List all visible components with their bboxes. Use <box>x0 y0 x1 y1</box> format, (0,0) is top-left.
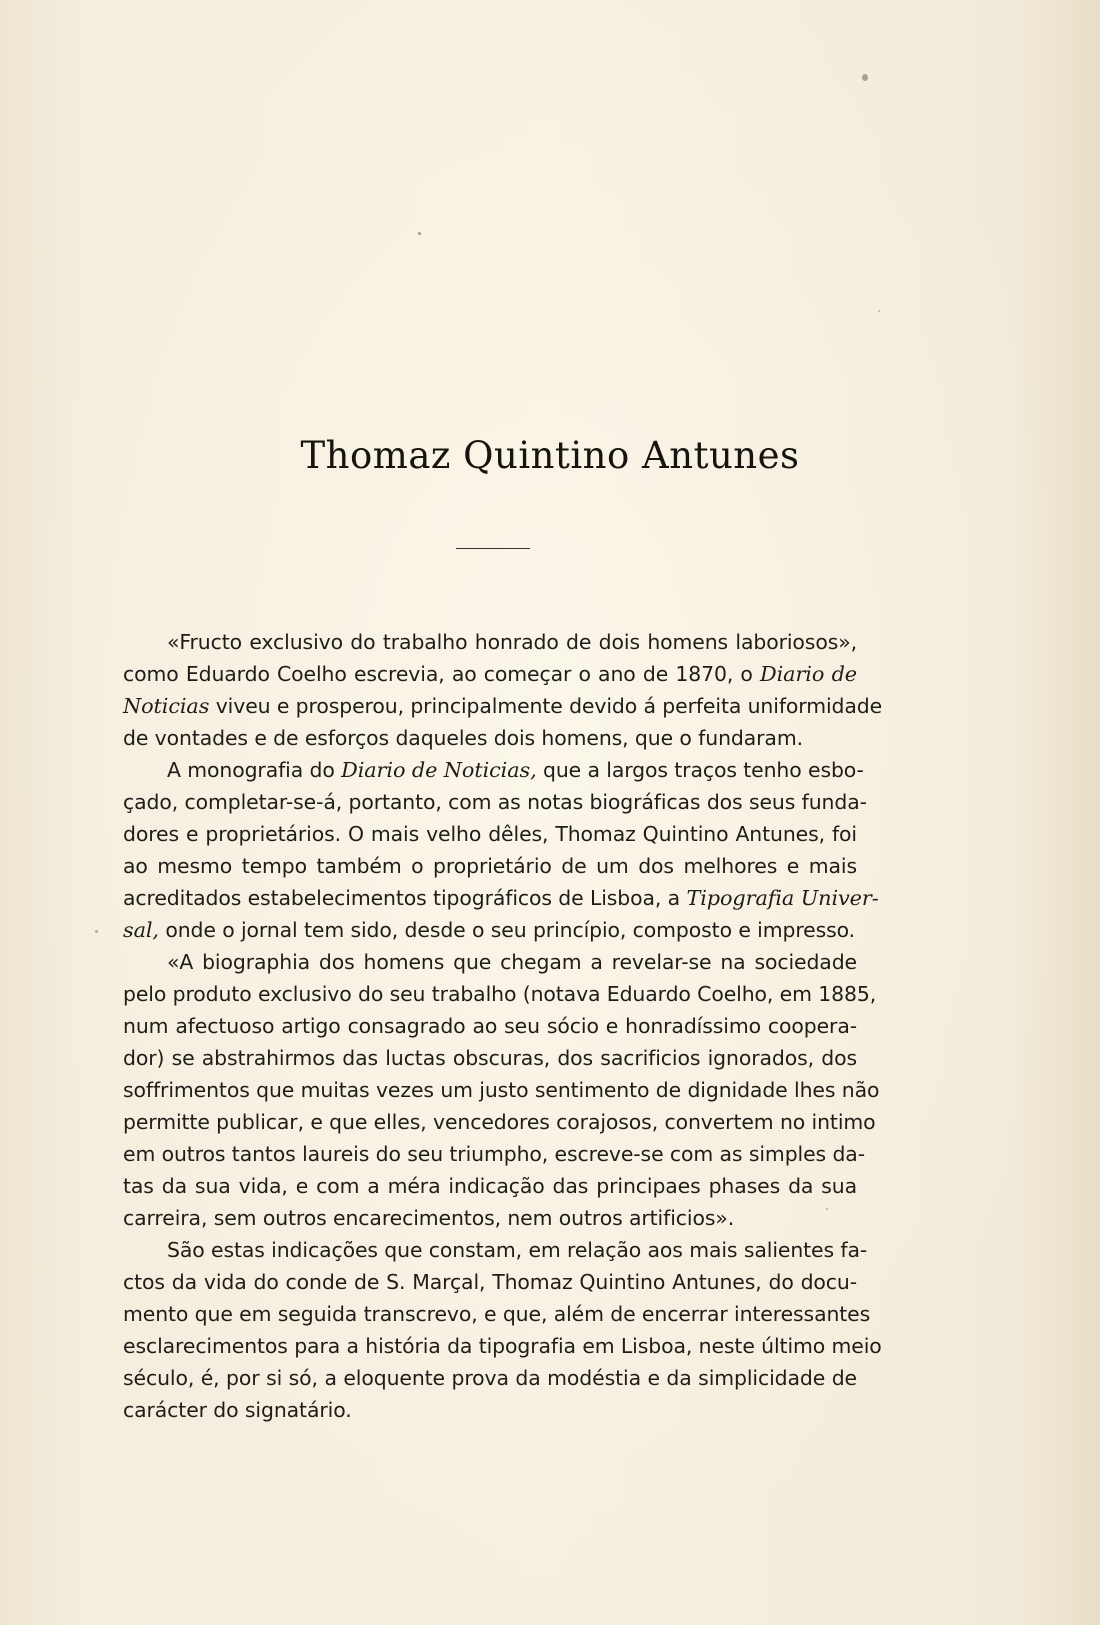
text-line <box>123 1266 857 1298</box>
text-line <box>123 690 883 722</box>
text-line <box>123 1042 857 1074</box>
text-run: em outros tantos laureis do seu triumpho, escreve-se com as simples da- <box>123 1142 865 1166</box>
text-line <box>123 1362 857 1394</box>
italic-title: Diario de Noticias, <box>341 758 537 782</box>
text-run: como Eduardo Coelho escrevia, ao começar o ano de 1870, o <box>123 662 761 686</box>
text-run: dores e proprietários. O mais velho dêles, Thomaz Quintino Antunes, foi <box>123 822 857 846</box>
paper-speck <box>418 232 421 235</box>
title-divider <box>456 548 530 549</box>
text-run: carácter do signatário. <box>123 1398 352 1422</box>
text-line <box>123 1234 868 1266</box>
text-run: tas da sua vida, e com a méra indicação das principaes phases da sua <box>123 1174 857 1198</box>
text-run: que a largos traços tenho esbo- <box>536 758 864 782</box>
text-run: viveu e prosperou, principalmente devido á perfeita uniformidade <box>209 694 883 718</box>
text-line <box>123 1010 857 1042</box>
paper-speck <box>878 310 880 312</box>
text-line <box>123 786 867 818</box>
paragraph <box>123 1234 882 1426</box>
text-line <box>123 818 857 850</box>
italic-title: Noticias <box>123 694 210 718</box>
text-run: çado, completar-se-á, portanto, com as notas biográficas dos seus funda- <box>123 790 867 814</box>
text-line <box>123 1394 857 1426</box>
text-line <box>123 1074 880 1106</box>
text-run: «A biographia dos homens que chegam a revelar-se na sociedade <box>167 950 857 974</box>
paragraph <box>123 946 880 1234</box>
text-run: soffrimentos que muitas vezes um justo sentimento de dignidade lhes não <box>123 1078 880 1102</box>
text-run: século, é, por si só, a eloquente prova da modéstia e da simplicidade de <box>123 1366 857 1390</box>
text-line <box>123 850 857 882</box>
text-line <box>123 1138 865 1170</box>
italic-title: Diario de <box>760 662 858 686</box>
text-run: dor) se abstrahirmos das luctas obscuras, dos sacrificios ignorados, dos <box>123 1046 857 1070</box>
text-run: num afectuoso artigo consagrado ao seu sócio e honradíssimo coopera- <box>123 1014 857 1038</box>
text-line <box>123 754 864 786</box>
text-run: mento que em seguida transcrevo, e que, além de encerrar interessantes <box>123 1302 871 1326</box>
text-line <box>123 882 879 914</box>
text-run: permitte publicar, e que elles, vencedores corajosos, convertem no intimo <box>123 1110 876 1134</box>
italic-title: Tipografia Univer- <box>686 886 879 910</box>
text-line <box>123 658 857 690</box>
text-line <box>123 914 857 946</box>
text-run: carreira, sem outros encarecimentos, nem outros artificios». <box>123 1206 735 1230</box>
paper-speck <box>862 74 868 81</box>
text-run: ao mesmo tempo também o proprietário de um dos melhores e mais <box>123 854 857 878</box>
text-run: «Fructo exclusivo do trabalho honrado de dois homens laboriosos», <box>167 630 857 654</box>
italic-title: sal, <box>123 918 159 942</box>
text-run: São estas indicações que constam, em relação aos mais salientes fa- <box>167 1238 868 1262</box>
text-line <box>123 1106 876 1138</box>
paragraph <box>123 626 883 754</box>
text-line <box>123 978 877 1010</box>
text-run: pelo produto exclusivo do seu trabalho (notava Eduardo Coelho, em 1885, <box>123 982 877 1006</box>
text-line <box>123 722 857 754</box>
text-run: esclarecimentos para a história da tipografia em Lisboa, neste último meio <box>123 1334 882 1358</box>
text-run: onde o jornal tem sido, desde o seu princípio, composto e impresso. <box>158 918 856 942</box>
text-line <box>123 946 857 978</box>
paper-speck <box>826 1208 828 1210</box>
paragraph <box>123 754 879 946</box>
paper-speck <box>95 930 98 933</box>
text-line <box>123 1330 882 1362</box>
text-run: ctos da vida do conde de S. Marçal, Thomaz Quintino Antunes, do docu- <box>123 1270 857 1294</box>
text-line <box>123 1298 871 1330</box>
page-title: Thomaz Quintino Antunes <box>300 434 800 477</box>
text-run: A monografia do <box>167 758 342 782</box>
text-run: acreditados estabelecimentos tipográficos de Lisboa, a <box>123 886 687 910</box>
text-line <box>123 1202 857 1234</box>
text-run: de vontades e de esforços daqueles dois homens, que o fundaram. <box>123 726 803 750</box>
article-body <box>123 626 883 1426</box>
text-line <box>123 1170 857 1202</box>
text-line <box>123 626 857 658</box>
